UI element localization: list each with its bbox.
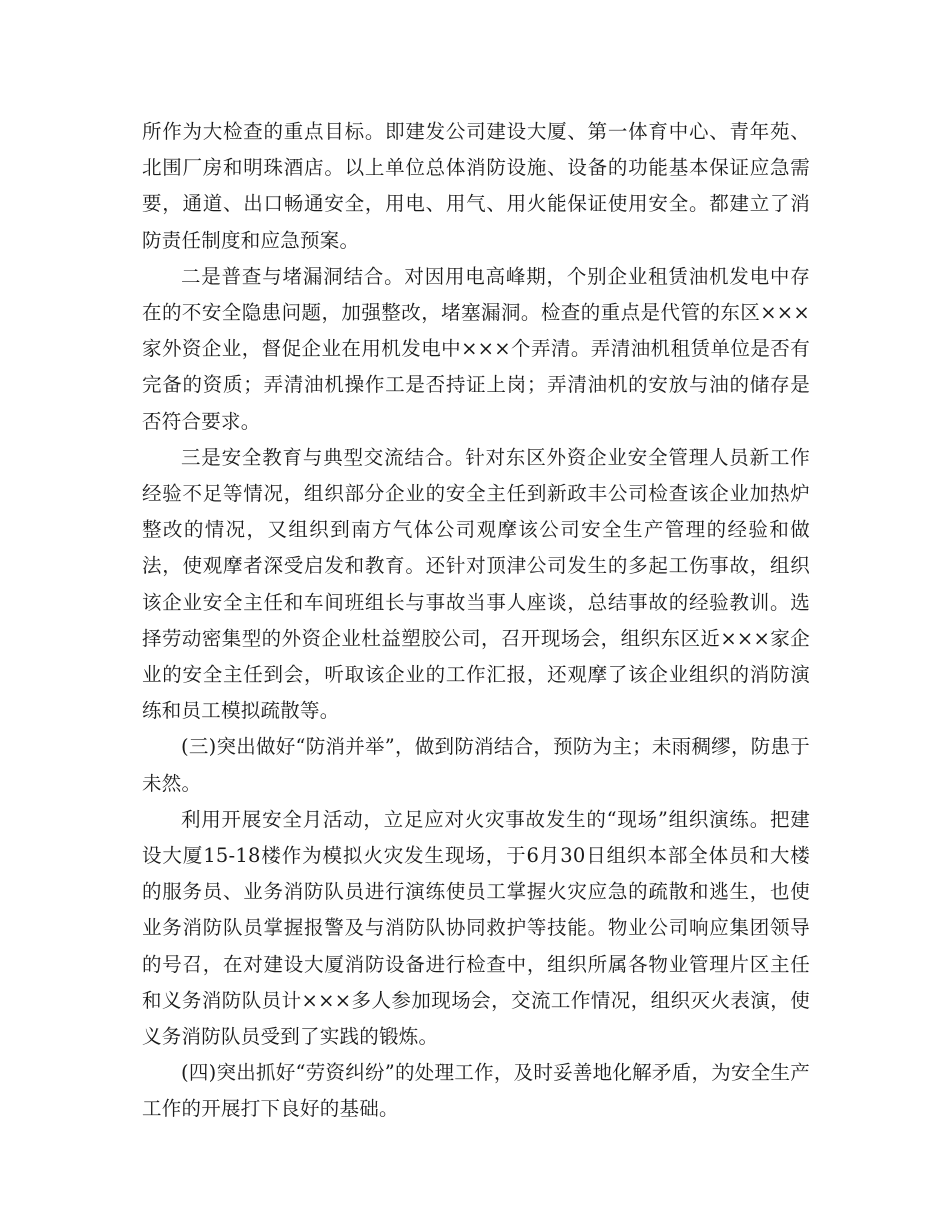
paragraph-drill: 利用开展安全月活动，立足应对火灾事故发生的“现场”组织演练。把建设大厦15-18楼作为模拟火灾发生现场，于6月30日组织本部全体员和大楼的服务员、业务消防队员进行演练使员工掌握火灾应急的疏散和逃生，也使业务消防队员掌握报警及与消防队协同救护等技能。物业公司响应集团领导的号召，在对建设大厦消防设备进行检查中，组织所属各物业管理片区主任和义务消防队员计×××多人参加现场会，交流工作情况，组织灭火表演，使义务消防队员受到了实践的锻炼。 — [142, 807, 810, 1049]
paragraph-point-three: 三是安全教育与典型交流结合。针对东区外资企业安全管理人员新工作经验不足等情况，组织部分企业的安全主任到新政丰公司检查该企业加热炉整改的情况，又组织到南方气体公司观摩该公司安全生产管理的经验和做法，使观摩者深受启发和教育。还针对顶津公司发生的多起工伤事故，组织该企业安全主任和车间班组长与事故当事人座谈，总结事故的经验教训。选择劳动密集型的外资企业杜益塑胶公司，召开现场会，组织东区近×××家企业的安全主任到会，听取该企业的工作汇报，还观摩了该企业组织的消防演练和员工模拟疏散等。 — [142, 445, 810, 723]
paragraph-continuation: 所作为大检查的重点目标。即建发公司建设大厦、第一体育中心、青年苑、北围厂房和明珠酒店。以上单位总体消防设施、设备的功能基本保证应急需要，通道、出口畅通安全，用电、用气、用火能保证使用安全。都建立了消防责任制度和应急预案。 — [142, 120, 810, 252]
section-heading-four: (四)突出抓好“劳资纠纷”的处理工作，及时妥善地化解矛盾，为安全生产工作的开展打下良好的基础。 — [142, 1061, 810, 1121]
paragraph-point-two: 二是普查与堵漏洞结合。对因用电高峰期，个别企业租赁油机发电中存在的不安全隐患问题，加强整改，堵塞漏洞。检查的重点是代管的东区×××家外资企业，督促企业在用机发电中×××个弄清。弄清油机租赁单位是否有完备的资质；弄清油机操作工是否持证上岗；弄清油机的安放与油的储存是否符合要求。 — [142, 264, 810, 433]
section-heading-three: (三)突出做好“防消并举”，做到防消结合，预防为主；未雨稠缪，防患于未然。 — [142, 735, 810, 795]
